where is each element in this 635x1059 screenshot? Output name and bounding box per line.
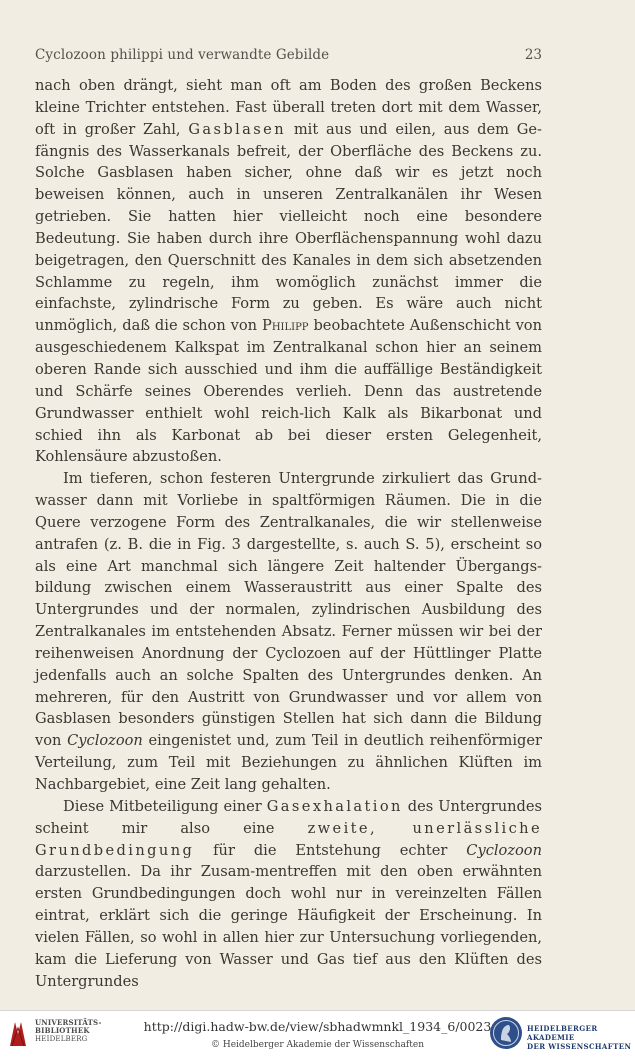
text-line: womöglich zunächst immer die einfachste, zylindrische Form zu [35, 273, 542, 313]
text-line: wasser dann mit Vorliebe in spaltförmigen Räumen. Die in die [35, 492, 542, 510]
text-line: geringe Häufigkeit der Erscheinung. In vielen Fällen, so wohl in [35, 907, 542, 946]
text-line: reihenförmiger Verteilung, zum Teil mit Beziehungen zu ähnlichen [35, 732, 542, 772]
library-line: UNIVERSITÄTS- [35, 1018, 102, 1027]
text-line: Bildung von [35, 710, 542, 750]
text-line: des Kanales in dem sich absetzenden Schlamme zu regeln, ihm [35, 251, 543, 291]
page-number: 23 [524, 47, 542, 63]
text-line: Im tieferen, schon festeren Untergrunde zirkuliert das Grund- [63, 470, 542, 488]
text-line: dieser ersten Gelegenheit, Kohlensäure abzustoßen. [35, 426, 543, 466]
text-line: fängnis des Wasserkanals befreit, der Oberfläche des Beckens zu. [35, 142, 542, 160]
text-line: eingenistet und, zum Teil in deutlich [142, 732, 424, 750]
university-library-logo-icon [7, 1016, 29, 1050]
text-line: Quere verzogene Form des Zentralkanales, die wir stellenweise [35, 513, 542, 531]
text-line: hatten hier vielleicht noch eine besondere Bedeutung. Sie haben durch [35, 208, 542, 247]
genus-name: Cyclozoon [67, 732, 143, 750]
text-line: der reihenweisen Anordnung der Cyclozoen auf der Hüttlinger [35, 623, 542, 662]
academy-label [527, 1024, 635, 1051]
text-line: kleine Trichter entstehen. Fast überall treten dort mit dem Wasser, [35, 98, 542, 116]
text-line: Zentralkanal schon hier an seinem oberen Rande sich ausschied [35, 339, 542, 378]
text-line: des Untergrundes [402, 797, 542, 815]
academy-line: HEIDELBERGER AKADEMIE [527, 1024, 598, 1042]
text-line: Klüften im Nachbargebiet, eine Zeit lang gehalten. [35, 754, 543, 793]
genus-name: Cyclozoon [466, 841, 542, 859]
spaced-term: Gasblasen [188, 120, 287, 138]
text-line: doch wohl nur in vereinzelten Fällen eintrat, erklärt sich die [35, 885, 542, 925]
body-text [35, 75, 542, 992]
library-line: HEIDELBERG [35, 1035, 88, 1043]
text-line: Platte jedenfalls auch an solche Spalten des Untergrundes denken. [35, 644, 543, 684]
text-line: verlieh. Denn das austretende Grundwasser enthielt wohl reich- [35, 382, 543, 422]
spaced-term: zweite, unerlässliche Grundbedingung [35, 819, 543, 859]
text-line: An mehreren, für den Austritt von Grundwasser und vor allem [35, 666, 543, 706]
text-line: Zentralkanales im entstehenden Absatz. Ferner müssen wir bei [35, 623, 512, 641]
text-line: oft in großer Zahl, [35, 120, 189, 138]
library-line: BIBLIOTHEK [35, 1026, 90, 1035]
copyright-notice: © Heidelberger Akademie der Wissenschaften [211, 1040, 424, 1050]
text-line: Solche Gasblasen haben sicher, ohne daß wir es jetzt noch beweisen [35, 164, 542, 204]
spaced-term: Gasexhalation [266, 797, 403, 815]
text-line: mentreffen mit den oben erwähnten ersten Grundbedingungen [35, 863, 543, 903]
academy-seal-icon [489, 1016, 523, 1050]
text-line: Diese Mitbeteiligung einer [63, 797, 267, 815]
paragraph-1 [35, 75, 542, 468]
text-line: können, auch in unseren Zentralkanälen ihr Wesen getrieben. Sie [35, 186, 542, 226]
university-library-label [35, 1019, 102, 1043]
text-line: und ihm die auffällige Beständigkeit und Schärfe seines Oberendes [35, 360, 543, 400]
text-line: von Wasser und Gas tief aus den Klüften des Untergrundes [35, 950, 543, 990]
text-line: beobachtete Außenschicht von ausgeschiedenem Kalkspat im [35, 317, 542, 357]
text-line: allen hier zur Untersuchung vorliegenden, kam die Lieferung [35, 928, 542, 968]
text-line: Untergrundes und der normalen, zylindrischen Ausbildung des [35, 601, 542, 619]
text-line: antrafen (z. B. die in Fig. 3 dargestellte, s. auch S. 5), erscheint [35, 535, 520, 553]
text-line: scheint mir also eine [35, 819, 308, 837]
text-line: lich Kalk als Bikarbonat und schied ihn als Karbonat ab bei [35, 404, 542, 444]
paragraph-2 [35, 468, 542, 796]
running-title: Cyclozoon philippi und verwandte Gebilde [35, 47, 330, 63]
text-line: darzustellen. Da ihr Zusam- [35, 863, 256, 881]
permalink-url[interactable]: http://digi.hadw-bw.de/view/sbhadwmnkl_1934_6/0023 [143, 1019, 492, 1034]
author-name: Philipp [262, 317, 309, 335]
text-line: so als eine Art manchmal sich längere Zeit haltender Übergangs- [35, 535, 543, 575]
text-line: für die Entstehung echter [213, 841, 467, 859]
text-line: von Gasblasen besonders günstigen Stellen hat sich dann die [35, 688, 542, 728]
academy-line: DER WISSENSCHAFTEN [527, 1042, 632, 1051]
text-line: mit aus und eilen, aus dem Ge- [286, 120, 542, 138]
text-line: ihre Oberflächenspannung wohl dazu beigetragen, den Querschnitt [35, 229, 542, 269]
paragraph-3 [35, 796, 542, 993]
text-line: geben. Es wäre auch nicht unmöglich, daß die schon von [35, 295, 542, 335]
running-header [35, 47, 542, 67]
text-line: bildung zwischen einem Wasseraustritt aus einer Spalte des [35, 579, 542, 597]
text-line: nach oben drängt, sieht man oft am Boden des großen Beckens [35, 77, 542, 94]
